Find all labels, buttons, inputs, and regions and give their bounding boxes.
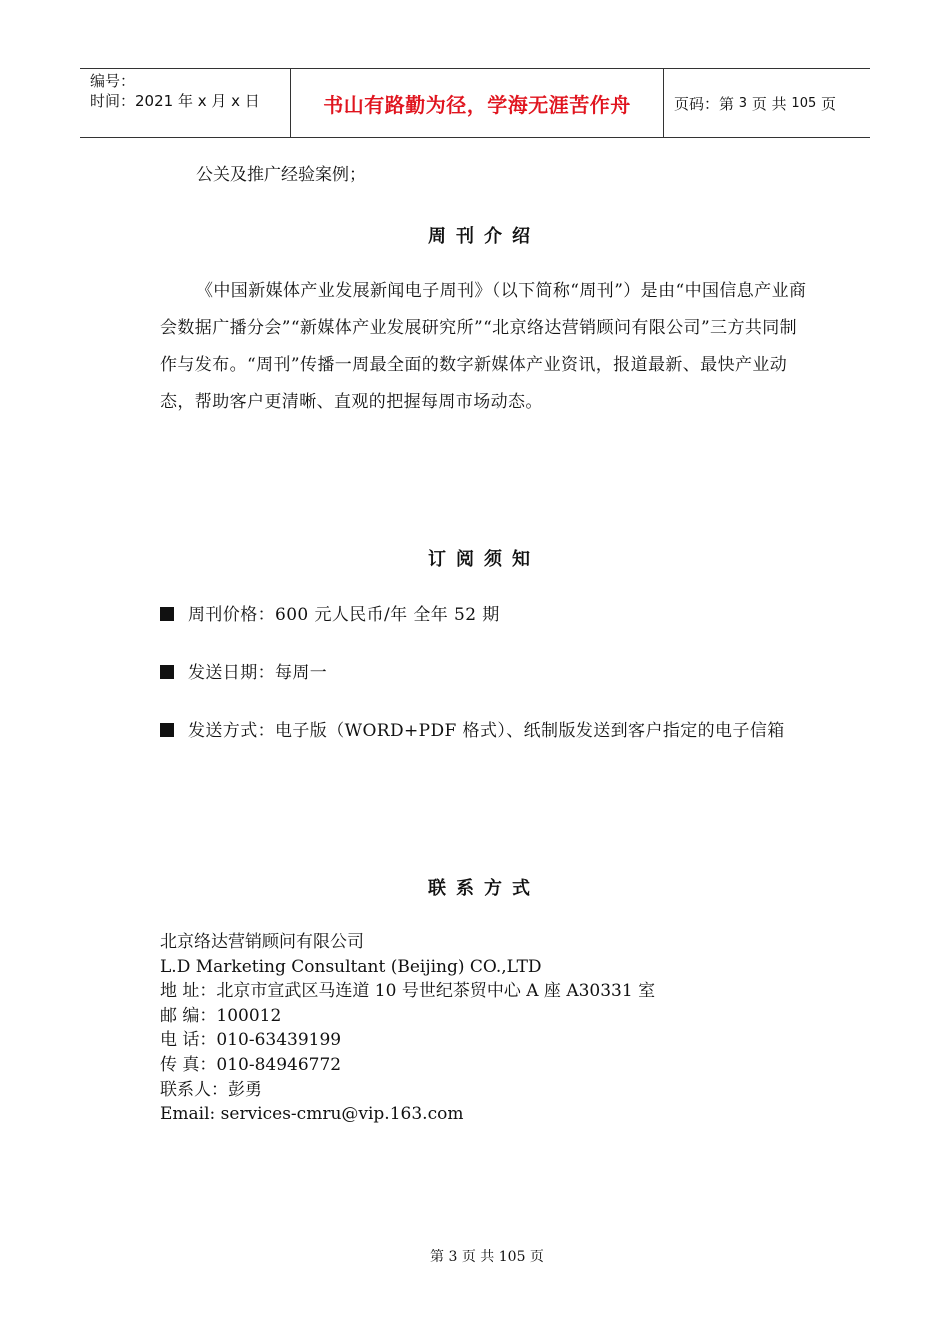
bullet-square-icon	[160, 607, 174, 621]
contact-email: Email: services-cmru@vip.163.com	[160, 1104, 464, 1125]
contact-phone: 电 话：010-63439199	[160, 1030, 342, 1051]
section-title-contact: 联系方式	[428, 878, 540, 899]
subscription-item-text: 发送方式：电子版（WORD+PDF 格式）、纸制版发送到客户指定的电子信箱	[188, 721, 785, 741]
contact-address: 地 址：北京市宣武区马连道 10 号世纪茶贸中心 A 座 A30331 室	[160, 981, 656, 1002]
contact-fax: 传 真：010-84946772	[160, 1054, 342, 1075]
page-label-mid: 页 共	[751, 94, 787, 113]
intro-line: 公关及推广经验案例；	[196, 165, 366, 185]
header-slogan: 书山有路勤为径，学海无涯苦作舟	[291, 69, 664, 137]
contact-postcode: 邮 编：100012	[160, 1005, 282, 1026]
bullet-square-icon	[160, 723, 174, 737]
page-header	[80, 68, 870, 138]
document-time: 时间：2021 年 x 月 x 日	[90, 92, 260, 110]
header-page-info	[664, 69, 870, 137]
company-name-en: L.D Marketing Consultant (Beijing) CO.,LTD	[160, 956, 542, 977]
section-title-subscription: 订阅须知	[428, 549, 540, 570]
subscription-item	[160, 655, 810, 692]
header-meta	[80, 69, 291, 137]
section-title-weekly-intro: 周刊介绍	[428, 226, 540, 247]
page-label-suffix: 页	[821, 94, 837, 113]
page-footer: 第 3 页 共 105 页	[430, 1249, 544, 1265]
subscription-item-text: 周刊价格：600 元人民币/年 全年 52 期	[188, 605, 500, 625]
contact-block	[160, 930, 655, 1127]
page-label-prefix: 页码：第	[674, 94, 735, 113]
bullet-square-icon	[160, 665, 174, 679]
contact-person: 联系人：彭勇	[160, 1079, 262, 1100]
company-name-cn: 北京络达营销顾问有限公司	[160, 932, 364, 952]
subscription-item-text: 发送日期：每周一	[188, 663, 328, 683]
subscription-item	[160, 713, 810, 750]
subscription-item	[160, 597, 810, 634]
weekly-intro-paragraph: 《中国新媒体产业发展新闻电子周刊》（以下简称“周刊”）是由“中国信息产业商会数据广播分会”“新媒体产业发展研究所”“北京络达营销顾问有限公司”三方共同制作与发布。“周刊”传播一周最全面的数字新媒体产业资讯，报道最新、最快产业动态，帮助客户更清晰、直观的把握每周市场动态。	[160, 281, 807, 412]
document-number: 编号：	[90, 72, 136, 90]
page-total: 105	[791, 95, 817, 111]
page-current: 3	[738, 95, 748, 111]
